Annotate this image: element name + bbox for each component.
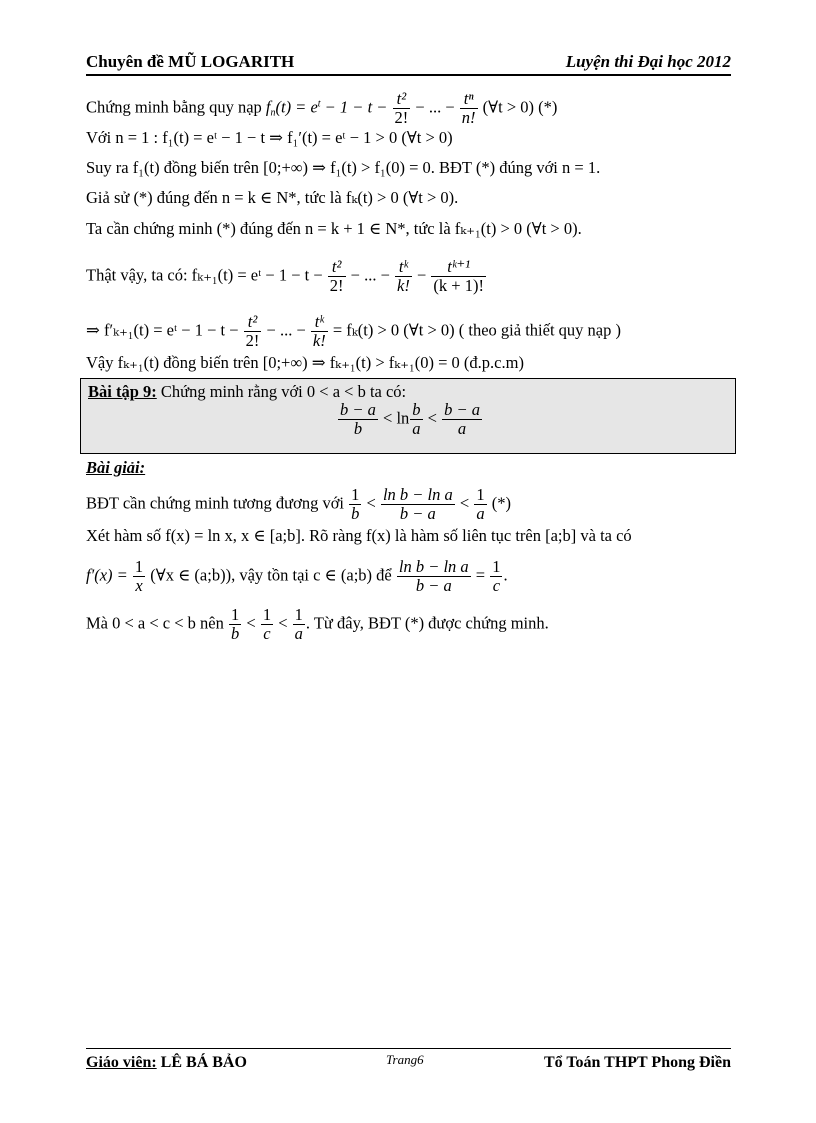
- line-hypothesis: Giả sử (*) đúng đến n = k ∈ N*, tức là fₖ(t) > 0 (∀t > 0).: [86, 188, 459, 207]
- line-equivalent: BĐT cần chứng minh tương đương với $\frac{1}{b}$ < $\frac{\text{ln b − ln a}}{b - a}$ < $\frac{1}{a}$ (*): [86, 485, 511, 523]
- page-footer: [86, 1048, 731, 1075]
- exercise-label: Bài tập 9:: [88, 382, 157, 401]
- fraction: $\frac{1}{x}$: [134, 557, 144, 595]
- teacher-name: LÊ BÁ BẢO: [156, 1054, 247, 1071]
- exercise-inequality: $\frac{b - a}{b}$ < ln $\frac{b}{a}$ < $\frac{b - a}{a}$: [340, 400, 480, 438]
- header-left: Chuyên đề MŨ LOGARITH: [86, 52, 295, 71]
- fraction: $\frac{\text{t²}}{2!}$: [329, 257, 344, 295]
- fraction: $\frac{b - a}{a}$: [444, 400, 480, 438]
- fraction: $\frac{1}{b}$: [231, 605, 240, 643]
- fraction: $\frac{\text{tⁿ}}{n!}$: [461, 89, 476, 127]
- footer-right: Tổ Toán THPT Phong Điền: [543, 1054, 731, 1071]
- page-header: [86, 50, 731, 76]
- line-induction-statement: Chứng minh bằng quy nạp $f_n(t) = e^t - 1 - t$ − $\frac{\text{t²}}{2!}$ − ... − $\frac{\text{tⁿ}}{n!}$ (∀t > 0) (*): [86, 89, 558, 127]
- footer-label: Giáo viên:: [86, 1054, 157, 1071]
- line-consider-function: Xét hàm số f(x) = ln x, x ∈ [a;b]. Rõ ràng f(x) là hàm số liên tục trên [a;b] và ta có: [86, 526, 632, 545]
- fraction: $\frac{\text{ln b − ln a}}{b - a}$: [382, 485, 453, 523]
- line-indeed: Thật vậy, ta có: fₖ₊₁(t) = eᵗ − 1 − t − $\frac{\text{t²}}{2!}$ − ... − $\frac{\text{tᵏ}}{k!}$ − $\frac{\text{tᵏ⁺¹}}{(k + 1)!}$: [86, 257, 484, 295]
- fraction: $\frac{\text{ln b − ln a}}{b - a}$: [398, 557, 469, 595]
- line-goal: Ta cần chứng minh (*) đúng đến n = k + 1 ∈ N*, tức là fₖ₊₁(t) > 0 (∀t > 0).: [86, 219, 582, 238]
- fraction: $\frac{\text{t²}}{2!}$: [394, 89, 409, 127]
- line-derivative: ⇒ f′ₖ₊₁(t) = eᵗ − 1 − t − $\frac{\text{t²}}{2!}$ − ... − $\frac{\text{tᵏ}}{k!}$ = fₖ(t) > 0 (∀t > 0) ( theo giả thiết quy nạp ): [86, 312, 621, 350]
- fraction: $\frac{1}{c}$: [492, 557, 501, 595]
- page-number: Trang6: [386, 1052, 424, 1067]
- fraction: $\frac{\text{t²}}{2!}$: [245, 312, 260, 350]
- fraction: $\frac{1}{a}$: [294, 605, 303, 643]
- line-conclusion-n1: Suy ra f₁(t) đồng biến trên [0;+∞) ⇒ f₁(t) > f₁(0) = 0. BĐT (*) đúng với n = 1.: [86, 158, 601, 177]
- line-derivative-c: f′(x) = $\frac{1}{x}$ (∀x ∈ (a;b)), vậy tồn tại c ∈ (a;b) để $\frac{\text{ln b − ln a}}{b - a}$ = $\frac{1}{c}$ .: [86, 557, 508, 595]
- fraction: $\frac{b - a}{b}$: [340, 400, 376, 438]
- fraction: $\frac{1}{a}$: [476, 485, 485, 523]
- exercise-box: Bài tập 9: Chứng minh rằng với 0 < a < b ta có: $\frac{b - a}{b}$ < ln $\frac{b}{a}$ < $\frac{b - a}{a}$: [80, 378, 736, 454]
- line-qed: Vậy fₖ₊₁(t) đồng biến trên [0;+∞) ⇒ fₖ₊₁(t) > fₖ₊₁(0) = 0 (đ.p.c.m): [86, 353, 524, 372]
- fraction: $\frac{1}{c}$: [262, 605, 272, 643]
- line-final: Mà 0 < a < c < b nên $\frac{1}{b}$ < $\frac{1}{c}$ < $\frac{1}{a}$ . Từ đây, BĐT (*) được chứng minh.: [86, 605, 549, 643]
- solution-title: Bài giải:: [86, 458, 146, 477]
- header-right: Luyện thi Đại học 2012: [565, 52, 731, 71]
- line-base-case: Với n = 1 : f₁(t) = eᵗ − 1 − t ⇒ f₁′(t) = eᵗ − 1 > 0 (∀t > 0): [86, 128, 453, 147]
- fraction: $\frac{1}{b}$: [351, 485, 360, 523]
- fraction: $\frac{\text{tᵏ⁺¹}}{(k + 1)!}$: [433, 257, 484, 295]
- fraction: $\frac{\text{tᵏ}}{k!}$: [312, 312, 326, 350]
- fraction: $\frac{b}{a}$: [412, 400, 421, 438]
- fraction: $\frac{\text{tᵏ}}{k!}$: [397, 257, 410, 295]
